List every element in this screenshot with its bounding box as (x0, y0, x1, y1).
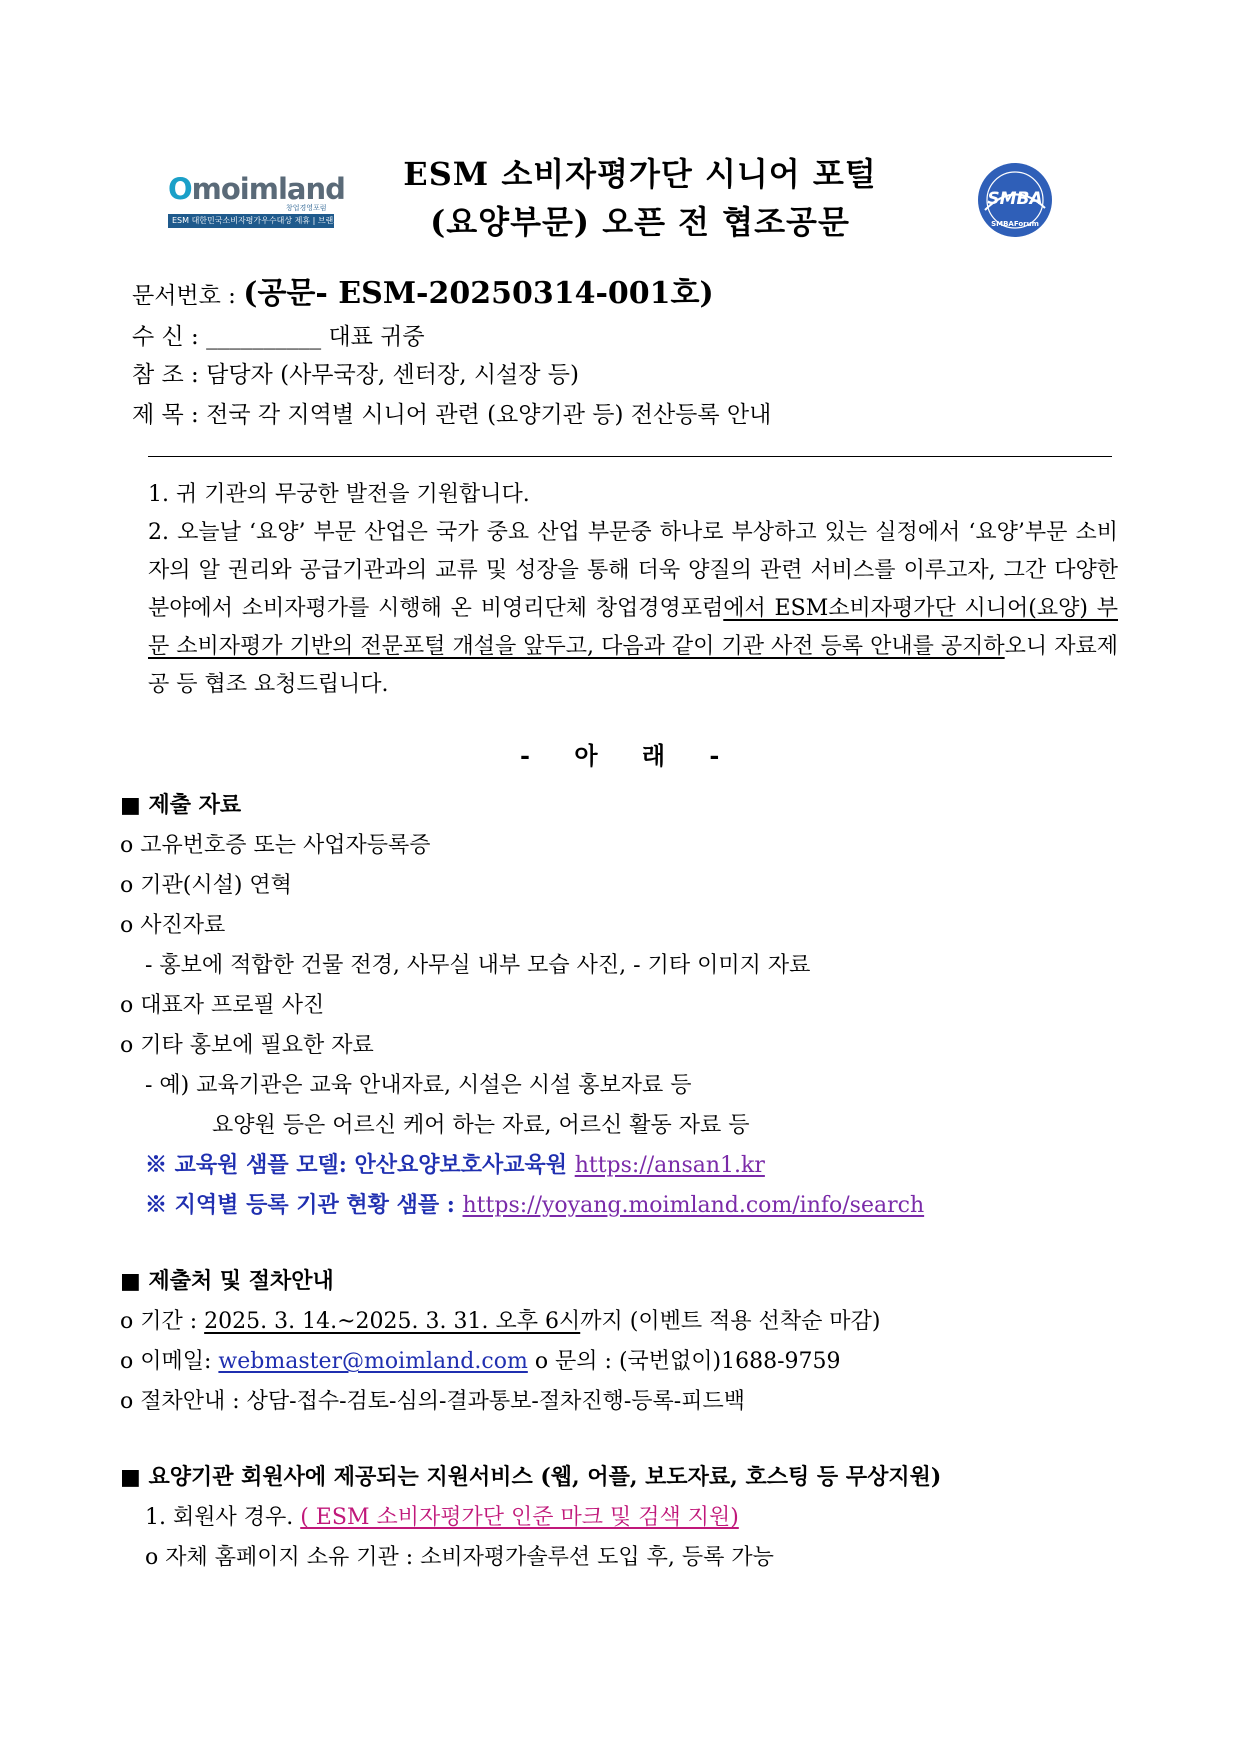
list-item: o 대표자 프로필 사진 (120, 993, 325, 1018)
sample-link-ansan[interactable]: https://ansan1.kr (574, 1153, 765, 1178)
member-item: 1. 회원사 경우. ( ESM 소비자평가단 인준 마크 및 검색 지원) (145, 1505, 739, 1530)
period-value: 2025. 3. 14.~2025. 3. 31. 오후 6시 (204, 1309, 581, 1334)
list-item: o 사진자료 (120, 913, 226, 938)
list-item: o 기타 홍보에 필요한 자료 (120, 1033, 374, 1058)
document-number-value: (공문- ESM-20250314-001호) (243, 276, 714, 311)
document-number: 문서번호 : (공문- ESM-20250314-001호) (132, 276, 714, 311)
smba-logo-text: SMBA (987, 189, 1043, 209)
subject-line: 제 목 : 전국 각 지역별 시니어 관련 (요양기관 등) 전산등록 안내 (132, 402, 772, 428)
moimland-logo (168, 172, 365, 232)
paragraph-2: 2. 오늘날 ‘요양’ 부문 산업은 국가 중요 산업 부문중 하나로 부상하고 있는 실정에서 ‘요양’부문 소비자의 알 권리와 공급기관과의 교류 및 성장을 통해 더욱 양질의 관련 서비스를 이루고자, 그간 다양한 분야에서 소비자평가를 시행해 온 비영리단체 창업경영포럼에서 ESM소비자평가단 시니어(요양) 부문 소비자평가 기반의 전문포털 개설을 앞두고, 다음과 같이 기관 사전 등록 안내를 공지하오니 자료제공 등 협조 요청드립니다. (148, 520, 1118, 697)
logo-wordmark: Omoimland (168, 172, 345, 206)
list-item: o 고유번호증 또는 사업자등록증 (120, 833, 431, 858)
homepage-item: o 자체 홈페이지 소유 기관 : 소비자평가솔루션 도입 후, 등록 가능 (145, 1545, 774, 1570)
logo-bar (168, 214, 365, 228)
title-line-2: (요양부문) 오픈 전 협조공문 (430, 203, 850, 241)
sample-note-2: ※ 지역별 등록 기관 현황 샘플 : https://yoyang.moimland.com/info/search (145, 1192, 925, 1218)
list-subitem: - 홍보에 적합한 건물 전경, 사무실 내부 모습 사진, - 기타 이미지 자료 (145, 953, 811, 978)
sample-note-1: ※ 교육원 샘플 모델: 안산요양보호사교육원 https://ansan1.kr (145, 1152, 765, 1178)
section-support-services: ■ 요양기관 회원사에 제공되는 지원서비스 (웹, 어플, 보도자료, 호스팅 등 무상지원) (120, 1464, 942, 1490)
period-line: o 기간 : 2025. 3. 14.~2025. 3. 31. 오후 6시까지 (이벤트 적용 선착순 마감) (120, 1309, 881, 1334)
logo-seal-text: 창업경영포럼 (286, 204, 327, 212)
paragraph-1: 1. 귀 기관의 무궁한 발전을 기원합니다. (148, 482, 530, 507)
document-title (390, 150, 890, 246)
divider-line (148, 456, 1112, 457)
email-link[interactable]: webmaster@moimland.com (218, 1349, 528, 1374)
paragraph-2-underlined: 에서 ESM소비자평가단 시니어(요양) 부문 소비자평가 기반의 전문포털 개설을 앞두고, 다음과 같이 기관 사전 등록 안내를 공지하 (148, 596, 1118, 659)
list-item: o 기관(시설) 연혁 (120, 873, 292, 898)
email-line: o 이메일: webmaster@moimland.com o 문의 : (국번없이)1688-9759 (120, 1349, 841, 1374)
logo-bar-text: ESM 대한민국소비자평가우수대상 제휴 | 브랜드 | 전용 (172, 216, 365, 225)
process-line: o 절차안내 : 상담-접수-검토-심의-결과통보-절차진행-등록-피드백 (120, 1389, 745, 1414)
smba-forum-logo (975, 160, 1055, 240)
recipient-line: 수 신 : __________ 대표 귀중 (132, 324, 425, 350)
section-submission-procedure: ■ 제출처 및 절차안내 (120, 1268, 334, 1294)
sample-link-yoyang[interactable]: https://yoyang.moimland.com/info/search (462, 1193, 925, 1218)
smba-logo-ring-text: SMBAForum (991, 220, 1039, 228)
member-support-link[interactable]: ( ESM 소비자평가단 인준 마크 및 검색 지원) (300, 1505, 739, 1530)
notice-heading: - 아 래 - (520, 741, 738, 770)
list-subitem: 요양원 등은 어르신 케어 하는 자료, 어르신 활동 자료 등 (212, 1113, 750, 1138)
title-line-1: ESM 소비자평가단 시니어 포털 (403, 155, 877, 193)
section-submission-materials: ■ 제출 자료 (120, 792, 242, 818)
list-subitem: - 예) 교육기관은 교육 안내자료, 시설은 시설 홍보자료 등 (145, 1073, 692, 1098)
reference-line: 참 조 : 담당자 (사무국장, 센터장, 시설장 등) (132, 362, 579, 388)
